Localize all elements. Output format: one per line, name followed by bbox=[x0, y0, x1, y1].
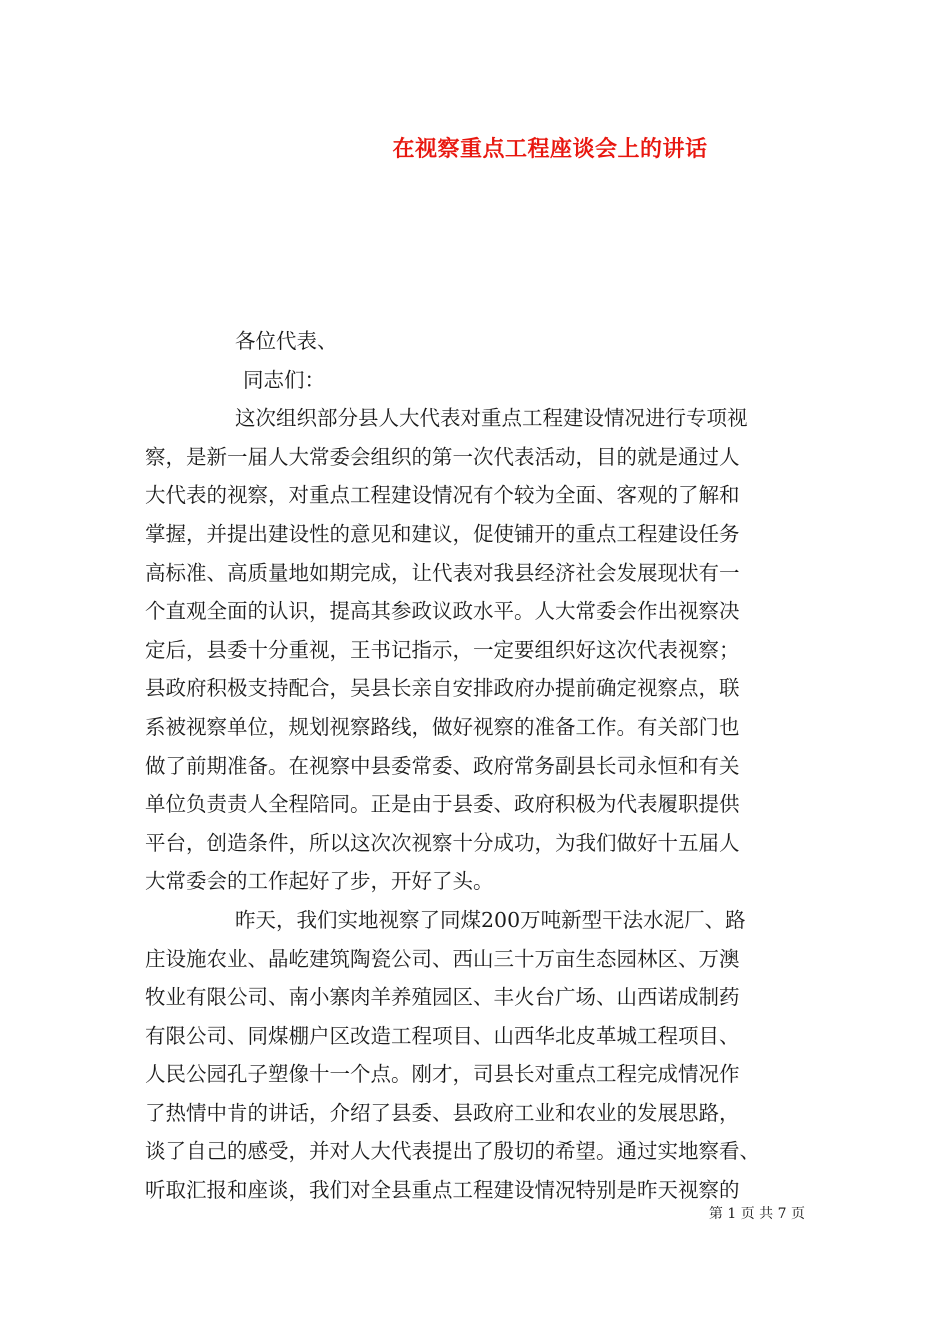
paragraph-line: 平台，创造条件，所以这次次视察十分成功，为我们做好十五届人 bbox=[145, 830, 740, 855]
paragraph-line: 察，是新一届人大常委会组织的第一次代表活动，目的就是通过人 bbox=[145, 444, 740, 469]
salutation-comrades: 同志们： bbox=[243, 367, 325, 392]
paragraph-line: 单位负责责人全程陪同。正是由于县委、政府积极为代表履职提供 bbox=[145, 792, 740, 817]
page-number-footer: 第 1 页 共 7 页 bbox=[708, 1206, 805, 1222]
paragraph-line: 掌握，并提出建设性的意见和建议，促使铺开的重点工程建设任务 bbox=[145, 521, 740, 546]
document-title: 在视察重点工程座谈会上的讲话 bbox=[392, 136, 708, 162]
paragraph-line: 谈了自己的感受，并对人大代表提出了殷切的希望。通过实地察看、 bbox=[145, 1139, 760, 1164]
paragraph-line: 听取汇报和座谈，我们对全县重点工程建设情况特别是昨天视察的 bbox=[145, 1178, 740, 1203]
paragraph-line: 昨天，我们实地视察了同煤200万吨新型干法水泥厂、路 bbox=[235, 907, 746, 932]
paragraph-line: 庄设施农业、晶屹建筑陶瓷公司、西山三十万亩生态园林区、万澳 bbox=[145, 946, 740, 971]
paragraph-line: 定后，县委十分重视，王书记指示，一定要组织好这次代表视察； bbox=[145, 637, 740, 662]
paragraph-line: 人民公园孔子塑像十一个点。刚才，司县长对重点工程完成情况作 bbox=[145, 1062, 740, 1087]
paragraph-line: 了热情中肯的讲话，介绍了县委、县政府工业和农业的发展思路， bbox=[145, 1100, 740, 1125]
paragraph-line: 大代表的视察，对重点工程建设情况有个较为全面、客观的了解和 bbox=[145, 483, 740, 508]
document-body bbox=[145, 322, 835, 1210]
paragraph-line: 个直观全面的认识，提高其参政议政水平。人大常委会作出视察决 bbox=[145, 599, 740, 624]
paragraph-2 bbox=[145, 901, 835, 1210]
salutation-delegates: 各位代表、 bbox=[235, 329, 338, 353]
paragraph-line: 有限公司、同煤棚户区改造工程项目、山西华北皮革城工程项目、 bbox=[145, 1023, 740, 1048]
paragraph-line: 这次组织部分县人大代表对重点工程建设情况进行专项视 bbox=[235, 406, 748, 431]
paragraph-line: 系被视察单位，规划视察路线，做好视察的准备工作。有关部门也 bbox=[145, 714, 740, 739]
paragraph-line: 大常委会的工作起好了步，开好了头。 bbox=[145, 869, 494, 894]
paragraph-line: 牧业有限公司、南小寨肉羊养殖园区、丰火台广场、山西诺成制药 bbox=[145, 985, 740, 1010]
paragraph-line: 做了前期准备。在视察中县委常委、政府常务副县长司永恒和有关 bbox=[145, 753, 740, 778]
paragraph-line: 县政府积极支持配合，吴县长亲自安排政府办提前确定视察点，联 bbox=[145, 676, 740, 701]
paragraph-line: 高标准、高质量地如期完成，让代表对我县经济社会发展现状有一 bbox=[145, 560, 740, 585]
paragraph-1 bbox=[145, 399, 835, 901]
